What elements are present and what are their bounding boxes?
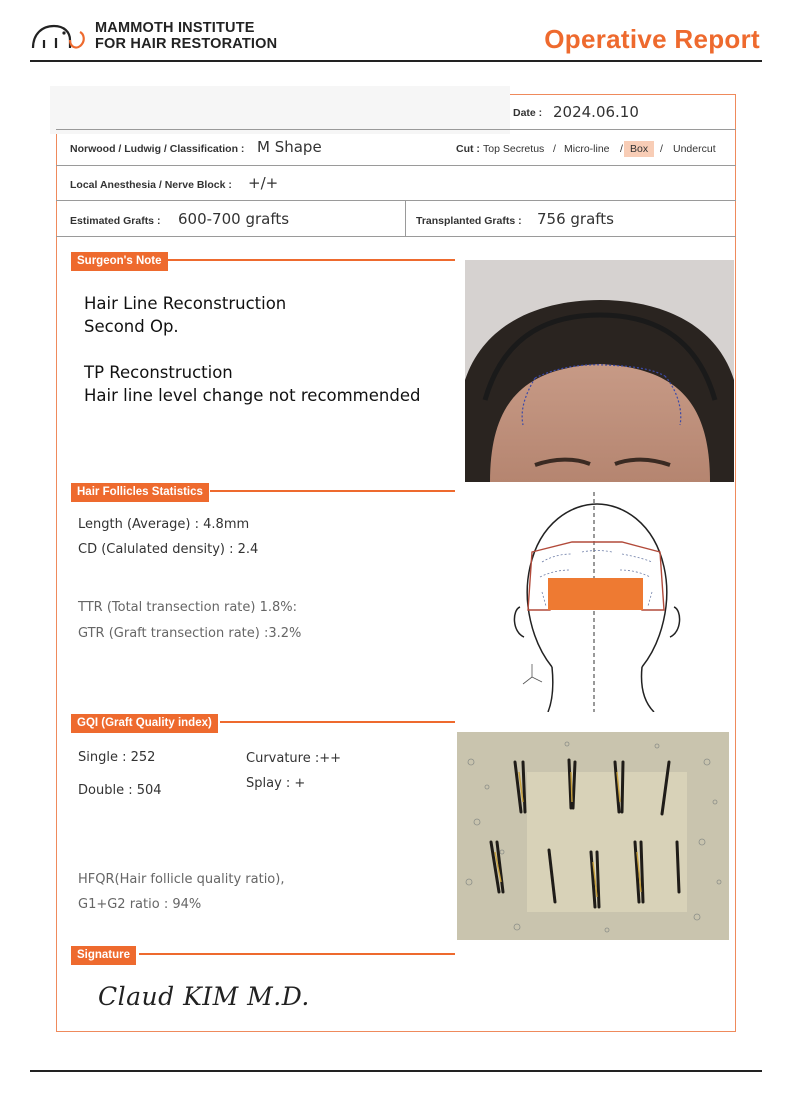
surgeon-signature: Claud KIM M.D. <box>98 982 310 1011</box>
cut-option-micro-line: Micro-line <box>564 143 610 155</box>
section-rule <box>139 953 455 955</box>
stat-gtr: GTR (Graft transection rate) :3.2% <box>78 626 302 641</box>
row-divider <box>56 200 736 201</box>
signature-tag: Signature <box>71 946 136 965</box>
row-divider <box>56 165 736 166</box>
gqi-hfqr: HFQR(Hair follicle quality ratio), <box>78 872 285 887</box>
statistics-tag: Hair Follicles Statistics <box>71 483 209 502</box>
cut-separator: / <box>553 143 556 155</box>
cut-option-box-selected: Box <box>624 141 654 157</box>
row-divider <box>56 129 736 130</box>
footer-divider <box>30 1070 762 1072</box>
gqi-curvature: Curvature :++ <box>246 751 342 766</box>
gqi-double: Double : 504 <box>78 783 162 798</box>
note-line: Hair line level change not recommended <box>84 386 421 405</box>
note-line: Second Op. <box>84 317 179 336</box>
section-rule <box>220 721 455 723</box>
cut-option-undercut: Undercut <box>673 143 716 155</box>
gqi-splay: Splay : + <box>246 776 306 791</box>
cut-label: Cut : <box>456 143 480 155</box>
date-label: Date : <box>513 107 543 119</box>
section-rule <box>210 490 455 492</box>
note-line <box>84 338 420 361</box>
institute-name-line1: MAMMOTH INSTITUTE <box>95 20 255 36</box>
note-line: Hair Line Reconstruction <box>84 294 287 313</box>
transplanted-grafts-value: 756 grafts <box>537 210 614 228</box>
institute-name <box>95 20 277 52</box>
estimated-grafts-label: Estimated Grafts : <box>70 215 161 227</box>
stat-cd: CD (Calulated density) : 2.4 <box>78 542 259 557</box>
gqi-ratio: G1+G2 ratio : 94% <box>78 897 202 912</box>
institute-name-line2: FOR HAIR RESTORATION <box>95 36 278 52</box>
cut-separator: / <box>660 143 663 155</box>
cut-option-top-secretus: Top Secretus <box>483 143 545 155</box>
surgeons-note-tag: Surgeon's Note <box>71 252 168 271</box>
stat-ttr: TTR (Total transection rate) 1.8%: <box>78 600 298 615</box>
redacted-patient-area <box>50 86 510 134</box>
report-title: Operative Report <box>544 24 760 54</box>
surgeons-note-text <box>84 292 420 407</box>
transplanted-grafts-label: Transplanted Grafts : <box>416 215 522 227</box>
note-line: TP Reconstruction <box>84 363 233 382</box>
cut-separator: / <box>620 143 623 155</box>
cell-divider <box>405 200 406 236</box>
date-value: 2024.06.10 <box>553 103 639 121</box>
hairline-photo <box>465 260 734 482</box>
anesthesia-value: +/+ <box>248 174 279 192</box>
classification-label: Norwood / Ludwig / Classification : <box>70 143 245 155</box>
row-divider <box>56 236 736 237</box>
section-rule <box>165 259 455 261</box>
anesthesia-label: Local Anesthesia / Nerve Block : <box>70 179 232 191</box>
stat-length: Length (Average) : 4.8mm <box>78 517 250 532</box>
gqi-single: Single : 252 <box>78 750 156 765</box>
follicle-microscope-photo <box>457 732 729 940</box>
header-divider <box>30 60 762 62</box>
donor-area-diagram <box>512 492 682 712</box>
estimated-grafts-value: 600-700 grafts <box>178 210 290 228</box>
mammoth-logo-icon <box>30 20 88 52</box>
gqi-tag: GQI (Graft Quality index) <box>71 714 218 733</box>
classification-value: M Shape <box>257 138 322 156</box>
